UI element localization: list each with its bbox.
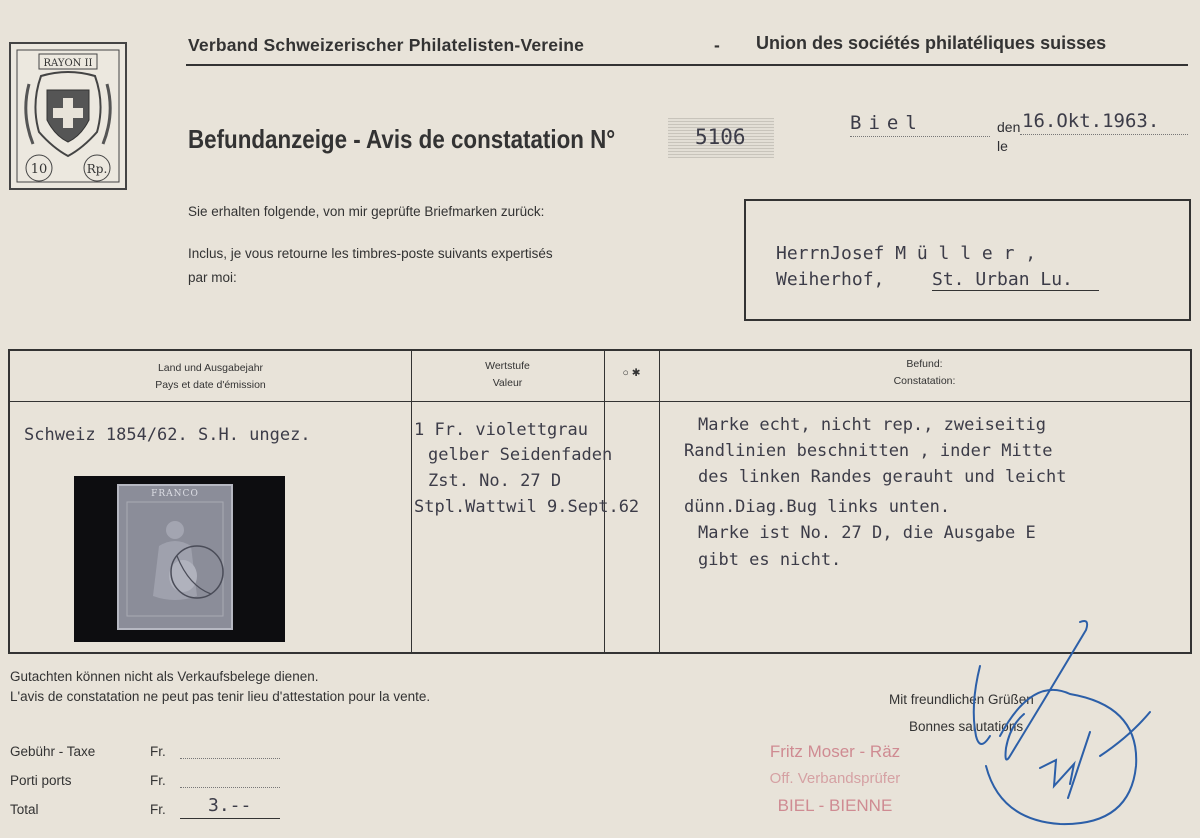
column-header-value [411, 358, 604, 392]
column-header-symbols: ○ ✱ [622, 367, 641, 379]
column-header-value-de: Wertstufe [485, 360, 530, 372]
column-header-country-fr: Pays et date d'émission [155, 379, 266, 391]
finding-line-3: des linken Randes gerauht und leicht [698, 467, 1067, 487]
svg-text:10: 10 [30, 162, 48, 177]
total-label: Total [10, 802, 39, 817]
stamp-image [117, 484, 233, 630]
value-line-2: gelber Seidenfaden [428, 445, 613, 465]
value-line-1: 1 Fr. violettgrau [414, 420, 588, 440]
examiner-stamp-city: BIEL - BIENNE [777, 796, 893, 815]
table-header-rule [10, 401, 1190, 402]
fee-label: Gebühr - Taxe [10, 744, 96, 759]
certificate-number: 5106 [695, 125, 746, 149]
header-rule [186, 64, 1188, 66]
column-header-country [10, 360, 411, 394]
page-title: Befundanzeige - Avis de constatation N° [188, 124, 616, 154]
place-dotline [850, 136, 990, 137]
column-header-finding-fr: Constatation: [893, 375, 956, 387]
date-dotline [1020, 134, 1188, 135]
finding-line-5: Marke ist No. 27 D, die Ausgabe E [698, 523, 1036, 543]
association-name-de: Verband Schweizerischer Philatelisten-Vereine [188, 35, 585, 55]
recipient-name: HerrnJosef M ü l l e r , [776, 243, 1037, 264]
place: Biel [850, 112, 924, 134]
svg-text:RAYON II: RAYON II [43, 58, 93, 69]
table-divider [411, 351, 412, 652]
date-label-fr: le [997, 138, 1008, 154]
country-issue-cell: Schweiz 1854/62. S.H. ungez. [24, 425, 311, 445]
intro-de: Sie erhalten folgende, von mir geprüfte Briefmarken zurück: [188, 204, 545, 219]
column-header-country-de: Land und Ausgabejahr [157, 362, 264, 374]
greeting-fr: Bonnes salutations [909, 719, 1024, 734]
helvetia-figure-icon [119, 486, 231, 628]
intro-fr-line2: par moi: [188, 270, 237, 285]
examiner-stamp-title: Off. Verbandsprüfer [769, 770, 901, 787]
porti-dotline [180, 787, 280, 788]
date-label-de: den [997, 119, 1021, 135]
stamp-label: FRANCO [151, 489, 199, 499]
value-line-3: Zst. No. 27 D [428, 471, 562, 491]
column-header-finding-de: Befund: [906, 358, 943, 370]
value-line-4: Stpl.Wattwil 9.Sept.62 [414, 497, 640, 517]
total-amount: 3.-- [208, 795, 252, 816]
finding-line-2: Randlinien beschnitten , inder Mitte [684, 441, 1053, 461]
intro-fr-line1: Inclus, je vous retourne les timbres-poste suivants expertisés [188, 246, 553, 261]
rayon-ii-emblem [9, 42, 127, 190]
table-divider [659, 351, 660, 652]
porti-currency: Fr. [150, 773, 166, 788]
fee-currency: Fr. [150, 744, 166, 759]
finding-line-1: Marke echt, nicht rep., zweiseitig [698, 415, 1046, 435]
note-fr: L'avis de constatation ne peut pas tenir lieu d'attestation pour la vente. [10, 689, 431, 704]
date: 16.Okt.1963. [1022, 110, 1160, 132]
fee-dotline [180, 758, 280, 759]
svg-text:Rp.: Rp. [86, 162, 108, 176]
column-header-finding [659, 356, 1190, 390]
greeting-de: Mit freundlichen Grüßen [889, 692, 1034, 707]
recipient-city: St. Urban Lu. [932, 269, 1099, 291]
column-header-value-fr: Valeur [492, 377, 523, 389]
swiss-arms-icon [11, 44, 125, 188]
header-separator: - [714, 35, 720, 55]
examiner-stamp-name: Fritz Moser - Räz [769, 742, 901, 761]
association-name-fr: Union des sociétés philatéliques suisses [756, 33, 1107, 53]
total-currency: Fr. [150, 802, 166, 817]
porti-label: Porti ports [10, 773, 72, 788]
total-rule [180, 818, 280, 819]
signature-icon [940, 616, 1170, 832]
recipient-street: Weiherhof, [776, 269, 885, 290]
finding-line-4: dünn.Diag.Bug links unten. [684, 497, 951, 517]
note-de: Gutachten können nicht als Verkaufsbelege dienen. [10, 669, 319, 684]
finding-line-6: gibt es nicht. [698, 550, 842, 570]
